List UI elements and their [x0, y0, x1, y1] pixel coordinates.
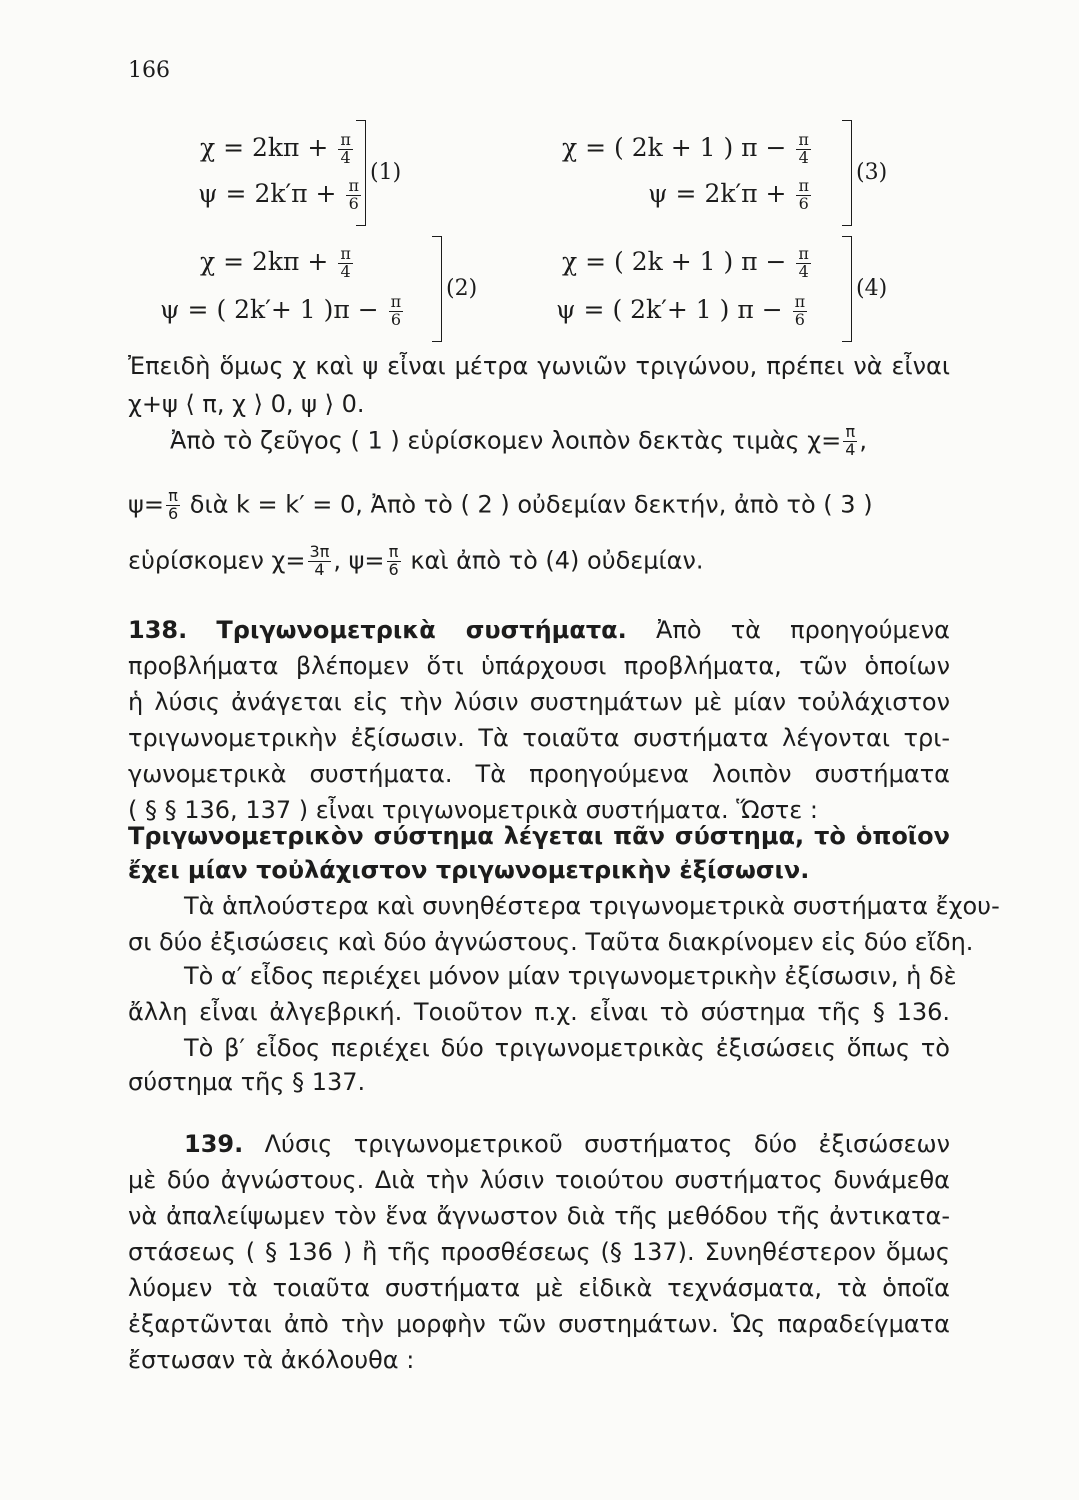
- text-line: σι δύο ἐξισώσεις καὶ δύο ἀγνώστους. Ταῦτα διακρίνομεν εἰς δύο εἴδη.: [128, 928, 974, 956]
- text-line: λύομεν τὰ τοιαῦτα συστήματα μὲ εἰδικὰ τεχνάσματα, τὰ ὁποῖα: [128, 1274, 950, 1302]
- text-line: Ἀπὸ τὸ ζεῦγος ( 1 ) εὑρίσκομεν λοιπὸν δεκτὰς τιμὰς χ= $\frac{\pi}{4}$ ,: [170, 422, 868, 459]
- text-line: Τὸ α′ εἶδος περιέχει μόνον μίαν τριγωνομετρικὴν ἐξίσωσιν, ἡ δὲ: [184, 962, 957, 990]
- text-line: ἡ λύσις ἀνάγεται εἰς τὴν λύσιν συστημάτων μὲ μίαν τοὐλάχιστον: [128, 688, 950, 716]
- section-138-heading: 138. Τριγωνομετρικὰ συστήματα. Ἀπὸ τὰ προηγούμενα: [128, 616, 950, 644]
- definition-line: ἔχει μίαν τοὐλάχιστον τριγωνομετρικὴν ἐξίσωσιν.: [128, 856, 810, 884]
- text-line: ψ= $\frac{\pi}{6}$ διὰ k = k′ = 0, Ἀπὸ τὸ ( 2 ) οὐδεμίαν δεκτήν, ἀπὸ τὸ ( 3 ): [128, 486, 873, 523]
- text-line: γωνομετρικὰ συστήματα. Τὰ προηγούμενα λοιπὸν συστήματα: [128, 760, 950, 788]
- system-1-brace: [356, 120, 366, 226]
- definition-line: Τριγωνομετρικὸν σύστημα λέγεται πᾶν σύστημα, τὸ ὁποῖον: [128, 822, 950, 850]
- text-line: νὰ ἀπαλείψωμεν τὸν ἕνα ἄγνωστον διὰ τῆς μεθόδου τῆς ἀντικατα-: [128, 1202, 950, 1230]
- text-line: ἐξαρτῶνται ἀπὸ τὴν μορφὴν τῶν συστημάτων. Ὡς παραδείγματα: [128, 1310, 950, 1338]
- text-line: προβλήματα βλέπομεν ὅτι ὑπάρχουσι προβλήματα, τῶν ὁποίων: [128, 652, 950, 680]
- text-line: Τὰ ἁπλούστερα καὶ συνηθέστερα τριγωνομετρικὰ συστήματα ἔχου-: [184, 892, 1000, 920]
- system-1-tag: (1): [370, 160, 402, 185]
- text-line: ἄλλη εἶναι ἀλγεβρική. Τοιοῦτον π.χ. εἶναι τὸ σύστημα τῆς § 136.: [128, 998, 950, 1026]
- system-2-eq-x: χ = 2kπ + $\frac{\pi}{4}$: [200, 244, 351, 281]
- text-line: σύστημα τῆς § 137.: [128, 1068, 366, 1096]
- system-4-brace: [842, 236, 852, 342]
- text-line: εὑρίσκομεν χ= $\frac{3\pi}{4}$ , ψ= $\frac{\pi}{6}$ καὶ ἀπὸ τὸ (4) οὐδεμίαν.: [128, 542, 704, 579]
- text-line: μὲ δύο ἀγνώστους. Διὰ τὴν λύσιν τοιούτου συστήματος δυνάμεθα: [128, 1166, 950, 1194]
- text-line: ἔστωσαν τὰ ἀκόλουθα :: [128, 1346, 415, 1374]
- text-line: Ἐπειδὴ ὅμως χ καὶ ψ εἶναι μέτρα γωνιῶν τριγώνου, πρέπει νὰ εἶναι: [128, 352, 950, 380]
- system-4-eq-y: ψ = ( 2k′+ 1 ) π − $\frac{\pi}{6}$: [556, 292, 806, 329]
- text-line: τριγωνομετρικὴν ἐξίσωσιν. Τὰ τοιαῦτα συστήματα λέγονται τρι-: [128, 724, 950, 752]
- system-3-eq-x: χ = ( 2k + 1 ) π − $\frac{\pi}{4}$: [562, 130, 809, 167]
- system-3-brace: [842, 120, 852, 226]
- text-line: ( § § 136, 137 ) εἶναι τριγωνομετρικὰ συστήματα. Ὥστε :: [128, 796, 818, 824]
- system-3-eq-y: ψ = 2k′π + $\frac{\pi}{6}$: [648, 176, 809, 213]
- system-3-tag: (3): [856, 160, 888, 185]
- text-line: στάσεως ( § 136 ) ἢ τῆς προσθέσεως (§ 137). Συνηθέστερον ὅμως: [128, 1238, 950, 1266]
- text-line: χ+ψ ⟨ π, χ ⟩ 0, ψ ⟩ 0.: [128, 390, 365, 418]
- system-1-eq-y: ψ = 2k′π + $\frac{\pi}{6}$: [198, 176, 359, 213]
- page-number: 166: [128, 58, 170, 83]
- section-139-heading: 139. Λύσις τριγωνομετρικοῦ συστήματος δύο ἐξισώσεων: [184, 1130, 950, 1158]
- system-2-brace: [432, 236, 442, 342]
- system-1-eq-x: χ = 2kπ + $\frac{\pi}{4}$: [200, 130, 351, 167]
- system-4-tag: (4): [856, 276, 888, 301]
- system-2-eq-y: ψ = ( 2k′+ 1 )π − $\frac{\pi}{6}$: [160, 292, 402, 329]
- system-4-eq-x: χ = ( 2k + 1 ) π − $\frac{\pi}{4}$: [562, 244, 809, 281]
- text-line: Τὸ β′ εἶδος περιέχει δύο τριγωνομετρικὰς ἐξισώσεις ὅπως τὸ: [184, 1034, 950, 1062]
- system-2-tag: (2): [446, 276, 478, 301]
